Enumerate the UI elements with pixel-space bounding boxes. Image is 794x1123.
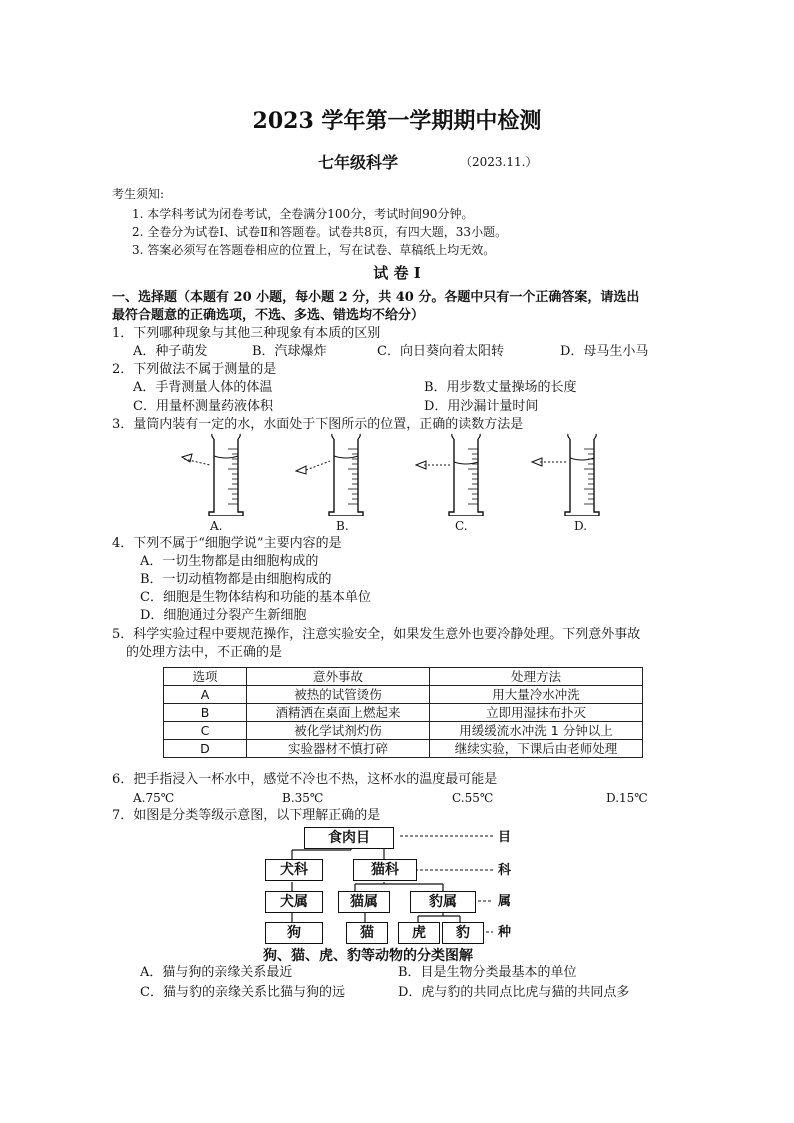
option: C．向日葵向着太阳转 [377,344,504,359]
notice-item: 3. 答案必须写在答题卷相应的位置上，写在试卷、草稿纸上均无效。 [132,243,496,257]
level-label: 属 [498,894,512,909]
option: B．一切动植物都是由细胞构成的 [140,572,332,587]
table-cell: 实验器材不慎打碎 [247,740,430,758]
option: A．一切生物都是由细胞构成的 [140,554,319,569]
genus-box: 犬属 [265,891,323,913]
table-cell: 酒精洒在桌面上燃起来 [247,704,430,722]
exam-date: （2023.11.） [460,155,538,169]
genus-box: 猫属 [338,891,390,913]
question-stem: 7．如图是分类等级示意图，以下理解正确的是 [112,808,381,823]
cylinder-figures [170,430,660,516]
option: C．用量杯测量药液体积 [133,399,273,414]
diagram-caption: 狗、猫、虎、豹等动物的分类图解 [263,948,473,964]
figure-label: A. [210,519,223,533]
species-box: 狗 [265,922,323,944]
page-subtitle: 七年级科学 [318,153,399,172]
level-label: 目 [498,830,512,845]
figure-label: C. [455,519,468,533]
family-box: 猫科 [353,859,417,881]
genus-box: 豹属 [410,891,476,913]
table-cell: 用缓缓流水冲洗 1 分钟以上 [430,722,643,740]
table-row [164,704,643,722]
table-header-row [164,668,643,686]
table-cell: 立即用湿抹布扑灭 [430,704,643,722]
table-row [164,740,643,758]
option: D．虎与豹的共同点比虎与猫的共同点多 [398,985,630,1000]
question-stem: 4．下列不属于“细胞学说”主要内容的是 [112,536,342,551]
table-cell: C [164,722,247,740]
table-cell: 被热的试管烫伤 [247,686,430,704]
option: B．汽球爆炸 [252,344,327,359]
family-box: 犬科 [265,859,323,881]
table-header: 处理方法 [430,668,643,686]
species-box: 豹 [442,922,484,944]
paper-label: 试 卷 Ⅰ [373,264,421,282]
question-stem: 2．下列做法不属于测量的是 [112,362,277,377]
species-box: 虎 [398,922,440,944]
table-cell: 继续实验，下课后由老师处理 [430,740,643,758]
question-stem: 6．把手指浸入一杯水中，感觉不冷也不热，这杯水的温度最可能是 [112,772,498,787]
table-cell: A [164,686,247,704]
option: D.15℃ [606,791,648,805]
question-stem: 3．量筒内装有一定的水，水面处于下图所示的位置，正确的读数方法是 [112,417,524,432]
page-title: 2023 学年第一学期期中检测 [252,108,542,134]
option: B.35℃ [282,791,324,805]
option: A．猫与狗的亲缘关系最近 [140,965,293,980]
table-cell: B [164,704,247,722]
option: A．种子萌发 [133,344,208,359]
option: B．用步数丈量操场的长度 [424,380,577,395]
question-stem: 1．下列哪种现象与其他三种现象有本质的区别 [112,326,381,341]
option: C．细胞是生物体结构和功能的基本单位 [140,590,371,605]
level-label: 种 [498,925,512,940]
question-stem: 5．科学实验过程中要规范操作，注意实验安全，如果发生意外也要冷静处理。下列意外事故 [112,627,641,642]
table-cell: D [164,740,247,758]
question-stem: 的处理方法中，不正确的是 [126,645,283,660]
option: A．手背测量人体的体温 [133,380,273,395]
option: D．细胞通过分裂产生新细胞 [140,608,307,623]
table-cell: 被化学试剂灼伤 [247,722,430,740]
table-row [164,686,643,704]
section-heading: 一、选择题（本题有 20 小题，每小题 2 分，共 40 分。各题中只有一个正确答案，请选出 [112,290,640,305]
table-header: 选项 [164,668,247,686]
section-heading: 最符合题意的正确选项，不选、多选、错选均不给分） [112,308,425,323]
figure-label: B. [336,519,349,533]
notice-item: 2. 全卷分为试卷Ⅰ、试卷Ⅱ和答题卷。试卷共8页，有四大题，33小题。 [132,225,508,239]
table-header: 意外事故 [247,668,430,686]
table-cell: 用大量冷水冲洗 [430,686,643,704]
option: C．猫与豹的亲缘关系比猫与狗的远 [140,985,345,1000]
notice-heading: 考生须知: [112,187,165,201]
table-row [164,722,643,740]
option: B．目是生物分类最基本的单位 [398,965,577,980]
figure-label: D. [574,519,588,533]
option: C.55℃ [452,791,494,805]
option: D．用沙漏计量时间 [424,399,539,414]
species-box: 猫 [346,922,388,944]
option: D．母马生小马 [560,344,649,359]
order-box: 食肉目 [304,827,394,849]
notice-item: 1. 本学科考试为闭卷考试，全卷满分100分，考试时间90分钟。 [132,207,474,221]
option: A.75℃ [133,791,175,805]
level-label: 科 [498,863,512,878]
accident-table [163,667,643,758]
